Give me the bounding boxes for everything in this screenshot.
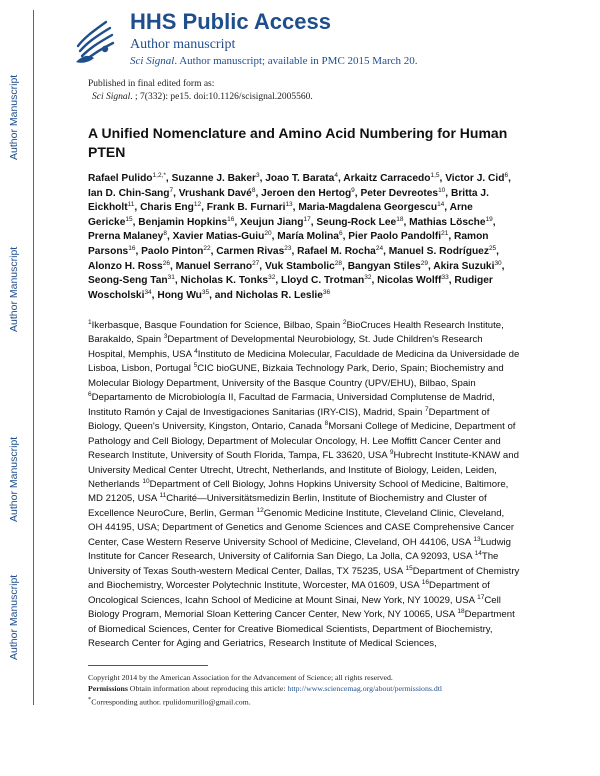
affiliation-number: 2	[342, 319, 347, 326]
author-affiliation-mark: 13	[285, 201, 293, 209]
author-affiliation-mark: 16	[227, 215, 235, 223]
author-name: Rudiger Woscholski	[88, 275, 493, 301]
affiliation-text: Ludwig Institute for Cancer Research, University of California San Diego, La Jolla, CA 92093, USA	[88, 536, 511, 563]
journal-name: Sci Signal	[130, 55, 175, 67]
affiliation-text: Department of Oncological Sciences, Icahn School of Medicine at Mount Sinai, New York, NY 10029, USA	[88, 580, 490, 606]
author-affiliation-mark: 30	[494, 259, 502, 267]
author-name: Ramon Parsons	[88, 231, 489, 257]
author-name: Benjamin Hopkins	[138, 216, 228, 228]
affiliation-number: 17	[477, 593, 485, 601]
affiliation-number: 5	[193, 362, 198, 370]
affiliation-number: 14	[474, 550, 482, 558]
author-affiliation-mark: 26	[162, 259, 170, 267]
manuscript-label: Author manuscript	[130, 37, 236, 52]
author-affiliation-mark: 23	[284, 244, 292, 252]
affiliation-number: 3	[163, 333, 168, 341]
affiliation-number: 15	[405, 564, 413, 572]
citation	[88, 91, 313, 104]
affiliation-text: Charité—Universitätsmedizin Berlin, Institute of Biochemistry and Cluster of Excellence NeuroCure, Berlin, German	[88, 493, 487, 519]
author-name: Prerna Malaney	[88, 231, 164, 243]
affiliation-text: Cell Biology Program, Memorial Sloan Kettering Cancer Center, New York, NY 10065, USA	[88, 594, 501, 621]
article-title: A Unified Nomenclature and Amino Acid Numbering for Human PTEN	[88, 125, 508, 160]
author-affiliation-mark: 10	[438, 186, 446, 194]
author-affiliation-mark: 18	[396, 215, 404, 223]
affiliation-text: Department of Biology, Queen's University, Kingston, Ontario, Canada	[88, 406, 490, 433]
author-name: Xeujun Jiang	[240, 216, 304, 228]
permissions-link[interactable]: http://www.sciencemag.org/about/permissions.dtl	[287, 684, 443, 693]
author-name: Carmen Rivas	[216, 245, 285, 257]
affiliation-number: 9	[389, 449, 394, 457]
corresponding-mark: *	[88, 696, 92, 703]
affiliation-text: Ikerbasque, Basque Foundation for Science, Bilbao, Spain	[91, 320, 343, 331]
author-name: Akira Suzuki	[433, 260, 495, 272]
author-affiliation-mark: 11	[127, 201, 135, 209]
affiliation-text: Department of Chemistry and Biochemistry, Worcester Polytechnic Institute, Worcester, MA 01609, USA	[88, 565, 520, 592]
author-name: Victor J. Cid	[445, 173, 505, 184]
affiliation-text: Department of Cell Biology, Johns Hopkins University School of Medicine, Baltimore, MD 21205, USA	[88, 478, 509, 505]
author-name: Nicholas R. Leslie	[235, 289, 323, 301]
author-name: Arne Gericke	[88, 202, 473, 228]
affiliation-text: Department of Developmental Neurobiology, St. Jude Children's Research Hospital, Memphis, USA	[88, 334, 483, 360]
author-affiliation-mark: 1,2,*	[152, 172, 166, 179]
corresponding-line	[88, 694, 518, 708]
affiliation-number: 1	[88, 319, 92, 326]
author-name: Pier Paolo Pandolfi	[348, 231, 442, 243]
author-affiliation-mark: 15	[125, 215, 133, 223]
author-name: Rafael Pulido	[88, 173, 153, 184]
affiliation-text: Departamento de Microbiología II, Facultad de Farmacia, Universidad Complutense de Madrid, Instituto Ramón y Cajal de Investigaciones Sanitarias (IRY-CIS), Madrid, Spain	[88, 392, 495, 418]
sidebar-label-1: Author Manuscript	[8, 74, 20, 160]
affiliation-text: Department of Biomedical Sciences, Center for Creative Biomedical Scientists, Department of Biochemistry, Research Center for Aging and Geriatrics, Research Institute of Medical Sciences,	[88, 609, 515, 649]
author-name: Lloyd C. Trotman	[281, 275, 365, 287]
author-affiliation-mark: 33	[441, 274, 449, 282]
affiliation-number: 12	[256, 506, 264, 514]
affiliation-text: BioCruces Health Research Institute, Barakaldo, Spain	[88, 320, 504, 346]
author-name: Joao T. Barata	[265, 173, 335, 184]
affiliation-text: Genomic Medicine Institute, Cleveland Clinic, Cleveland, OH 44195, USA; Department of Genetics and Genome Sciences and CASE Comprehensive Cancer Center, Case Western Reserve University School of Medicine, Cleveland, OH 44106, USA	[88, 507, 515, 548]
author-list: Rafael Pulido$^{1,2,*}$, Suzanne J. Baker$^3$, Joao T. Barata$^4$, Arkaitz Carracedo$^{1,5}$, Victor J. Cid$^6$, Ian D. Chin-Sang$^7$, Vrushank Davé$^8$, Jeroen den Hertog$^9$, Peter Devreotes$^{10}$, Britta J. Eickholt$^{11}$, Charis Eng$^{12}$, Frank B. Furnari$^{13}$, Maria-Magdalena Georgescu$^{14}$, Arne Gericke$^{15}$, Benjamin Hopkins$^{16}$, Xeujun Jiang$^{17}$, Seung-Rock Lee$^{18}$, Mathias Lösche$^{19}$, Prerna Malaney$^8$, Xavier Matias-Guiu$^{20}$, María Molina$^6$, Pier Paolo Pandolfi$^{21}$, Ramon Parsons$^{16}$, Paolo Pinton$^{22}$, Carmen Rivas$^{23}$, Rafael M. Rocha$^{24}$, Manuel S. Rodríguez$^{25}$, Alonzo H. Ross$^{26}$, Manuel Serrano$^{27}$, Vuk Stambolic$^{28}$, Bangyan Stiles$^{29}$, Akira Suzuki$^{30}$, Seong-Seng Tan$^{31}$, Nicholas K. Tonks$^{32}$, Lloyd C. Trotman$^{32}$, Nicolas Wolff$^{33}$, Rudiger Woscholski$^{34}$, Hong Wu$^{35}$, and Nicholas R. Leslie$^{36}$	[88, 172, 511, 301]
affiliation-number: 7	[425, 405, 429, 413]
availability-text: . Author manuscript; available in PMC 2015 March 20.	[174, 55, 418, 67]
affiliation-number: 13	[473, 535, 481, 543]
affiliation-text: CIC bioGUNE, Bizkaia Technology Park, Derio, Spain; Biochemistry and Molecular Biology Department, University of the Basque Country (UPV/EHU), Bilbao, Spain	[88, 363, 504, 389]
affiliation-number: 4	[194, 347, 198, 355]
author-name: Charis Eng	[140, 202, 194, 214]
publication-info	[88, 78, 313, 104]
author-affiliation-mark: 3	[255, 172, 260, 179]
author-affiliation-mark: 35	[201, 288, 210, 296]
author-name: Suzanne J. Baker	[171, 173, 256, 184]
hhs-title: HHS Public Access	[130, 9, 331, 34]
footnote-divider	[88, 665, 208, 666]
author-name: María Molina	[277, 231, 339, 243]
author-affiliation-mark: 36	[322, 288, 331, 296]
hhs-eagle-logo-icon	[72, 16, 116, 66]
author-affiliation-mark: 9	[351, 186, 355, 194]
author-name: Jeroen den Hertog	[261, 187, 352, 199]
affiliation-number: 11	[159, 492, 167, 500]
permissions-label: Permissions	[88, 684, 128, 693]
citation-text: . ; 7(332): pe15. doi:10.1126/scisignal.2005560.	[130, 92, 313, 102]
affiliation-text: Morsani College of Medicine, Department of Pathology and Cell Biology, Department of Molecular Oncology, H. Lee Moffitt Cancer Center and Research Institute, University of South Florida, Tampa, FL 33620, USA	[88, 421, 516, 462]
citation-journal: Sci Signal	[92, 92, 131, 102]
permissions-line	[88, 683, 518, 694]
author-name: Vrushank Davé	[178, 187, 252, 199]
author-affiliation-mark: 14	[437, 201, 445, 209]
author-name: Ian D. Chin-Sang	[88, 187, 170, 199]
author-affiliation-mark: 7	[169, 186, 174, 194]
author-name: Bangyan Stiles	[347, 260, 421, 272]
sidebar-label-2: Author Manuscript	[8, 246, 20, 332]
published-label: Published in final edited form as:	[88, 79, 215, 89]
permissions-text: Obtain information about reproducing this article:	[127, 684, 288, 693]
author-name: Xavier Matias-Guiu	[172, 231, 265, 243]
author-affiliation-mark: 22	[203, 244, 211, 252]
sidebar-divider	[33, 10, 34, 705]
author-name: Mathias Lösche	[409, 216, 486, 228]
author-name: Nicholas K. Tonks	[180, 275, 269, 287]
author-name: Seong-Seng Tan	[88, 275, 168, 287]
author-affiliation-mark: 25	[488, 244, 497, 252]
author-affiliation-mark: 6	[338, 230, 343, 238]
author-affiliation-mark: 24	[375, 244, 384, 252]
author-name: Vuk Stambolic	[264, 260, 335, 272]
footnotes	[88, 672, 518, 708]
author-name: Manuel Serrano	[175, 260, 253, 272]
author-affiliation-mark: 8	[251, 186, 256, 194]
author-affiliation-mark: 32	[268, 274, 276, 282]
author-affiliation-mark: 34	[144, 288, 152, 296]
author-affiliation-mark: 32	[364, 274, 372, 282]
availability-line	[130, 55, 418, 67]
affiliation-number: 18	[457, 608, 465, 616]
author-affiliation-mark: 21	[441, 230, 449, 238]
author-affiliation-mark: 1,5	[430, 172, 440, 179]
author-affiliation-mark: 19	[485, 215, 493, 223]
sidebar-label-3: Author Manuscript	[8, 436, 20, 522]
affiliation-text: Hubrecht Institute-KNAW and University Medical Center Utrecht, Utrecht, Netherlands, and Institute of Biology, Leiden, Leiden, Netherlands	[88, 450, 519, 490]
sidebar-label-4: Author Manuscript	[8, 574, 20, 660]
author-name: Hong Wu	[157, 289, 202, 301]
affiliation-number: 6	[88, 391, 92, 399]
corresponding-author: Corresponding author. rpulidomurillo@gmail.com.	[91, 697, 251, 707]
affiliation-text: Instituto de Medicina Molecular, Faculdade de Medicina da Universidade de Lisboa, Lisbon, Portugal	[88, 348, 520, 375]
author-affiliation-mark: 27	[252, 259, 260, 267]
author-affiliation-mark: 20	[264, 230, 272, 238]
author-affiliation-mark: 8	[163, 230, 167, 238]
author-name: Peter Devreotes	[360, 187, 439, 199]
author-affiliation-mark: 12	[193, 201, 202, 209]
author-name: Frank B. Furnari	[206, 202, 286, 214]
author-name: Nicolas Wolff	[377, 275, 442, 287]
author-affiliation-mark: 28	[334, 259, 343, 267]
author-name: Arkaitz Carracedo	[343, 173, 431, 184]
affiliation-number: 16	[421, 579, 430, 587]
author-affiliation-mark: 31	[167, 274, 175, 282]
affiliation-number: 8	[324, 420, 329, 428]
affiliation-number: 10	[142, 477, 150, 485]
author-affiliation-mark: 6	[504, 172, 509, 179]
author-name: Rafael M. Rocha	[297, 245, 376, 257]
copyright-text: Copyright 2014 by the American Association for the Advancement of Science; all rights reserved.	[88, 673, 393, 682]
author-affiliation-mark: 4	[334, 172, 338, 179]
author-affiliation-mark: 17	[303, 215, 311, 223]
author-name: Manuel S. Rodríguez	[388, 245, 489, 257]
author-name: Maria-Magdalena Georgescu	[298, 202, 438, 214]
author-name: Seung-Rock Lee	[316, 216, 397, 228]
author-name: Alonzo H. Ross	[88, 260, 163, 272]
affiliation-text: The University of Texas South-western Medical Center, Dallas, TX 75235, USA	[88, 551, 499, 577]
author-affiliation-mark: 16	[128, 244, 136, 252]
author-affiliation-mark: 29	[420, 259, 428, 267]
author-name: Paolo Pinton	[141, 245, 204, 257]
author-name: Britta J. Eickholt	[88, 187, 489, 214]
affiliation-list	[88, 319, 520, 651]
